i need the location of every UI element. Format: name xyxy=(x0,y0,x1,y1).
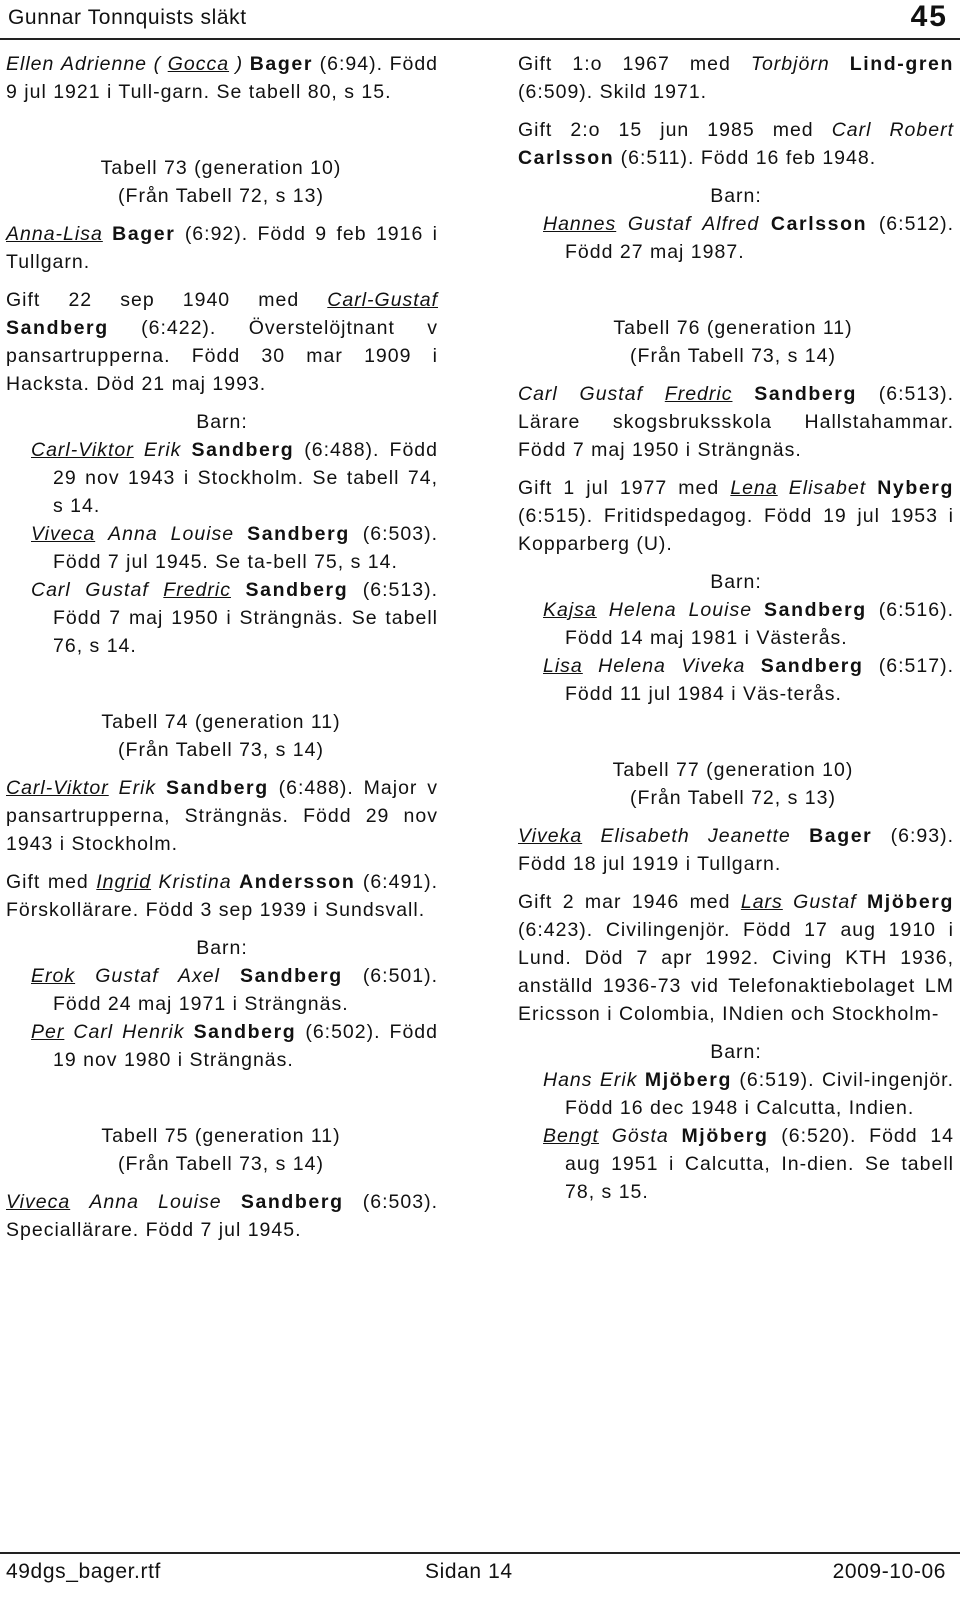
right-column xyxy=(518,50,954,1206)
marriage-1-viveca: Gift 1:o 1967 med Torbjörn Lind-gren (6:509). Skild 1971. xyxy=(518,53,955,103)
marriage-2-viveca: Gift 2:o 15 jun 1985 med Carl Robert Carlsson (6:511). Född 16 feb 1948. xyxy=(518,119,955,169)
child-kajsa: Kajsa Helena Louise Sandberg (6:516). Född 14 maj 1981 i Västerås. xyxy=(543,599,954,649)
child-hannes: Hannes Gustaf Alfred Carlsson (6:512). Född 27 maj 1987. xyxy=(543,213,955,263)
table-heading-77: Tabell 77 (generation 10) (Från Tabell 72, s 13) xyxy=(612,759,854,809)
marriage-carl-viktor: Gift med Ingrid Kristina Andersson (6:491). Förskollärare. Född 3 sep 1939 i Sundsvall. xyxy=(6,871,439,921)
header-rule xyxy=(0,38,960,40)
footer-rule xyxy=(0,1552,960,1554)
marriage-anna-lisa: Gift 22 sep 1940 med Carl-Gustaf Sandberg (6:422). Överstelöjtnant v pansartrupperna. Född 30 mar 1909 i Hacksta. Död 21 maj 1993. xyxy=(6,289,438,395)
marriage-viveka: Gift 2 mar 1946 med Lars Gustaf Mjöberg (6:423). Civilingenjör. Född 17 aug 1910 i Lund. Död 7 apr 1992. Civing KTH 1936, anställd 1936-73 vid Telefonaktiebolaget LM Ericsson i Colombia, INdien och Stockholm- xyxy=(518,891,954,1025)
entry-viveka: Viveka Elisabeth Jeanette Bager (6:93). Född 18 jul 1919 i Tullgarn. xyxy=(518,825,954,875)
child-hans-erik: Hans Erik Mjöberg (6:519). Civil-ingenjör. Född 16 dec 1948 i Calcutta, Indien. xyxy=(543,1069,955,1119)
child-per: Per Carl Henrik Sandberg (6:502). Född 19 nov 1980 i Strängnäs. xyxy=(31,1021,439,1071)
children-heading: Barn: xyxy=(710,185,762,207)
child-carl-gustaf: Carl Gustaf Fredric Sandberg (6:513). Född 7 maj 1950 i Strängnäs. Se tabell 76, s 14. xyxy=(31,579,438,657)
children-heading: Barn: xyxy=(196,411,248,433)
page-header-title: Gunnar Tonnquists släkt xyxy=(8,6,247,29)
children-heading: Barn: xyxy=(710,1041,762,1063)
footer-filename: 49dgs_bager.rtf xyxy=(6,1560,161,1583)
child-lisa: Lisa Helena Viveka Sandberg (6:517). Född 11 jul 1984 i Väs-terås. xyxy=(543,655,954,705)
table-heading-73: Tabell 73 (generation 10) (Från Tabell 72, s 13) xyxy=(100,157,342,207)
table-heading-75: Tabell 75 (generation 11) (Från Tabell 73, s 14) xyxy=(101,1125,341,1175)
footer-date: 2009-10-06 xyxy=(832,1560,946,1583)
table-heading-74: Tabell 74 (generation 11) (Från Tabell 73, s 14) xyxy=(101,711,341,761)
marriage-carl-gustaf: Gift 1 jul 1977 med Lena Elisabet Nyberg (6:515). Fritidspedagog. Född 19 jul 1953 i Kopparberg (U). xyxy=(518,477,954,555)
child-erok: Erok Gustaf Axel Sandberg (6:501). Född 24 maj 1971 i Strängnäs. xyxy=(31,965,439,1015)
children-heading: Barn: xyxy=(710,571,762,593)
children-heading: Barn: xyxy=(196,937,248,959)
entry-carl-gustaf: Carl Gustaf Fredric Sandberg (6:513). Lärare skogsbruksskola Hallstahammar. Född 7 maj 1950 i Strängnäs. xyxy=(518,383,954,461)
table-heading-76: Tabell 76 (generation 11) (Från Tabell 73, s 14) xyxy=(613,317,853,367)
left-column xyxy=(6,50,438,1244)
entry-viveca: Viveca Anna Louise Sandberg (6:503). Speciallärare. Född 7 jul 1945. xyxy=(6,1191,438,1241)
child-bengt: Bengt Gösta Mjöberg (6:520). Född 14 aug 1951 i Calcutta, In-dien. Se tabell 78, s 15. xyxy=(543,1125,955,1203)
entry-carl-viktor: Carl-Viktor Erik Sandberg (6:488). Major v pansartrupperna, Strängnäs. Född 29 nov 1943 i Stockholm. xyxy=(6,777,438,855)
footer-page: Sidan 14 xyxy=(425,1560,513,1583)
page-number: 45 xyxy=(910,0,948,33)
entry-anna-lisa: Anna-Lisa Bager (6:92). Född 9 feb 1916 i Tullgarn. xyxy=(6,223,439,273)
entry-ellen: Ellen Adrienne ( Gocca ) Bager (6:94). Född 9 jul 1921 i Tull-garn. Se tabell 80, s 15. xyxy=(6,53,439,103)
child-viveca: Viveca Anna Louise Sandberg (6:503). Född 7 jul 1945. Se ta-bell 75, s 14. xyxy=(31,523,438,573)
child-carl-viktor: Carl-Viktor Erik Sandberg (6:488). Född 29 nov 1943 i Stockholm. Se tabell 74, s 14. xyxy=(31,439,438,517)
